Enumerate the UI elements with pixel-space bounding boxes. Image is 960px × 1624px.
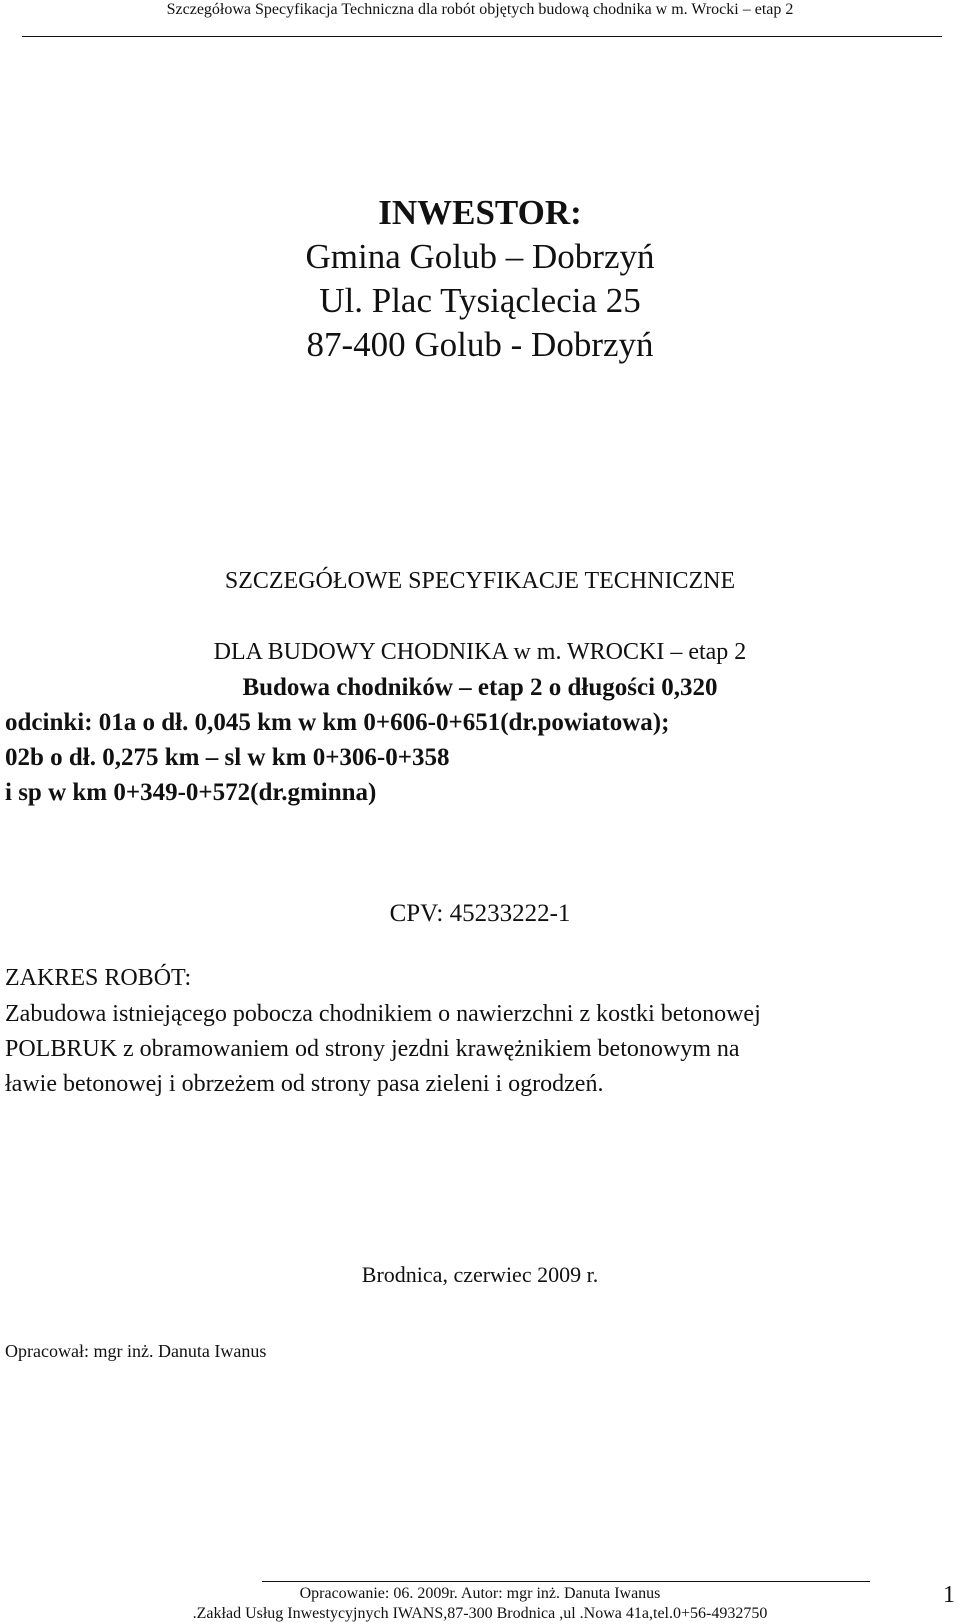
- investor-label: INWESTOR:: [378, 193, 582, 232]
- scope-text-line: Zabudowa istniejącego pobocza chodnikiem o nawierzchni z kostki betonowej: [5, 1001, 761, 1027]
- spec-detail-line: odcinki: 01a o dł. 0,045 km w km 0+606-0+651(dr.powiatowa);: [5, 709, 670, 736]
- investor-street: Ul. Plac Tysiąclecia 25: [319, 281, 641, 320]
- footer-divider: [262, 1581, 870, 1582]
- running-header: Szczegółowa Specyfikacja Techniczna dla robót objętych budową chodnika w m. Wrocki – etap 2: [166, 1, 794, 18]
- footer-authorship: Opracowanie: 06. 2009r. Autor: mgr inż. Danuta Iwanus: [299, 1585, 661, 1602]
- scope-text-line: ławie betonowej i obrzeżem od strony pasa zieleni i ogrodzeń.: [5, 1071, 604, 1097]
- spec-detail-line: i sp w km 0+349-0+572(dr.gminna): [5, 779, 377, 806]
- author-credit: Opracował: mgr inż. Danuta Iwanus: [5, 1341, 267, 1361]
- investor-city: 87-400 Golub - Dobrzyń: [306, 325, 654, 364]
- investor-name: Gmina Golub – Dobrzyń: [305, 237, 655, 276]
- scope-text-line: POLBRUK z obramowaniem od strony jezdni krawężnikiem betonowym na: [5, 1036, 740, 1062]
- page-number: 1: [943, 1582, 955, 1608]
- spec-detail-line: Budowa chodników – etap 2 o długości 0,320: [242, 674, 718, 701]
- scope-heading: ZAKRES ROBÓT:: [5, 965, 192, 991]
- cpv-code: CPV: 45233222-1: [389, 900, 571, 927]
- spec-detail-line: 02b o dł. 0,275 km – sl w km 0+306-0+358: [5, 744, 450, 771]
- spec-title: SZCZEGÓŁOWE SPECYFIKACJE TECHNICZNE: [224, 568, 736, 594]
- place-date: Brodnica, czerwiec 2009 r.: [361, 1262, 599, 1287]
- spec-subtitle: DLA BUDOWY CHODNIKA w m. WROCKI – etap 2: [213, 639, 747, 665]
- header-divider: [22, 36, 942, 37]
- footer-company: .Zakład Usług Inwestycyjnych IWANS,87-300 Brodnica ,ul .Nowa 41a,tel.0+56-4932750: [192, 1605, 768, 1622]
